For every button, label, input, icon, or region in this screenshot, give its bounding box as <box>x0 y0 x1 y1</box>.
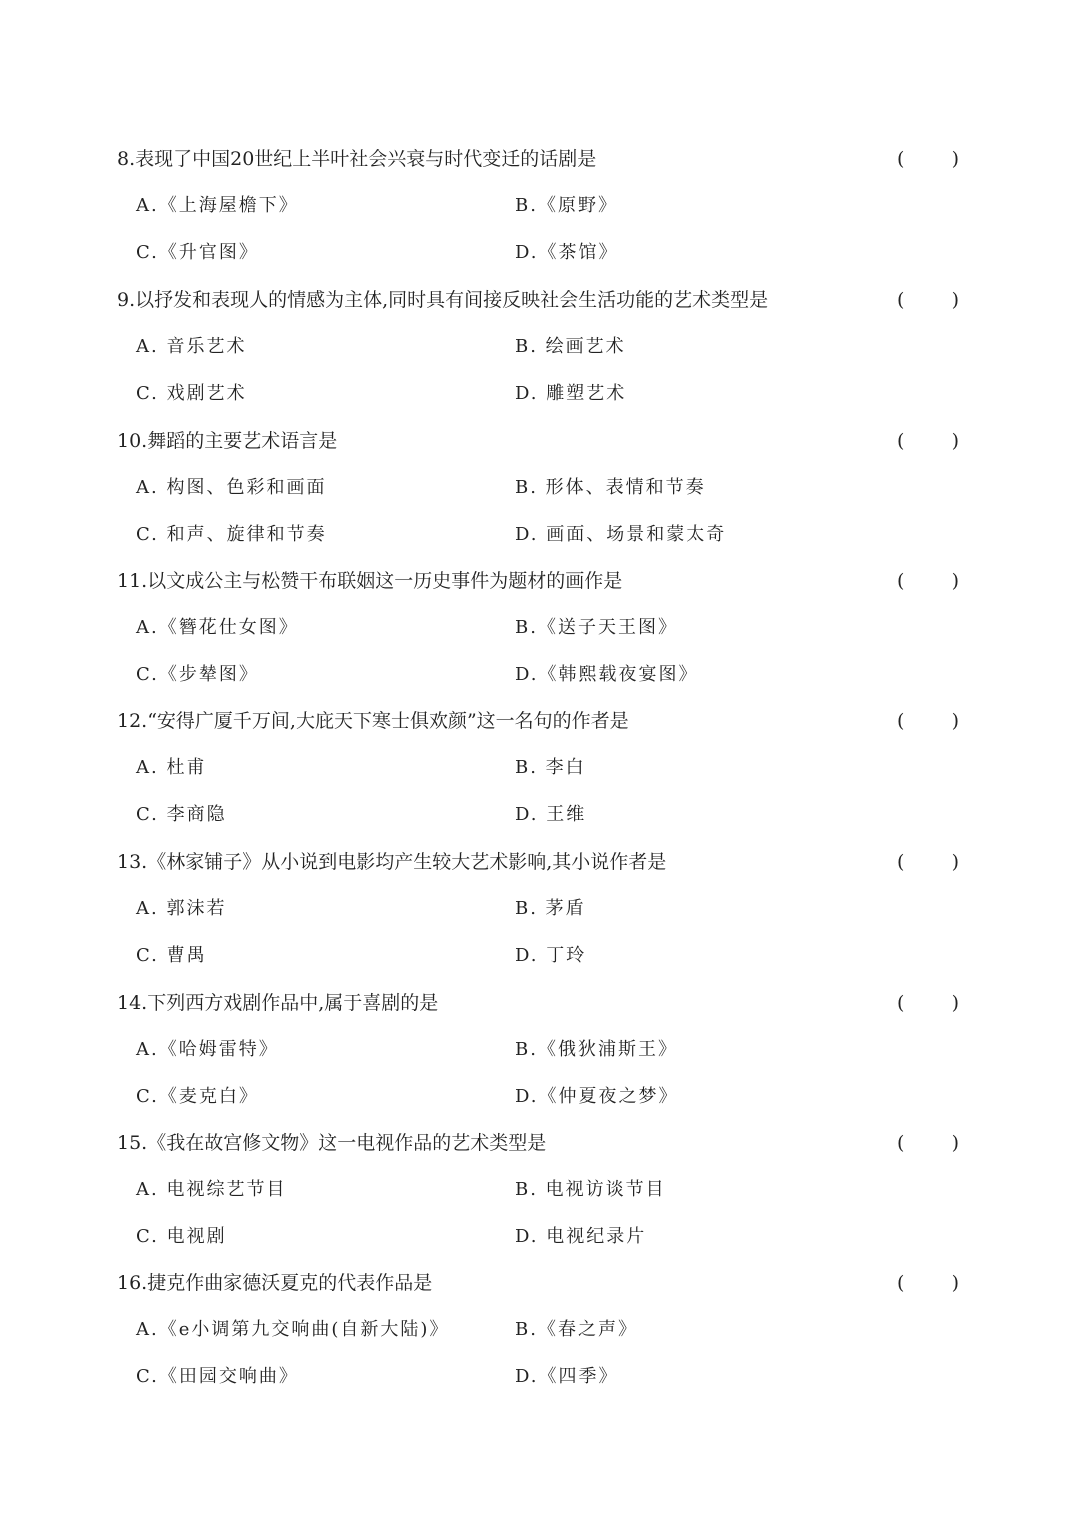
answer-blank <box>897 564 959 598</box>
answer-blank <box>897 1126 959 1160</box>
answer-paren-open: ( <box>897 570 905 592</box>
option-b: B. 李白 <box>515 757 586 778</box>
question-16 <box>117 1266 967 1407</box>
answer-paren-open: ( <box>897 1132 905 1154</box>
option-a: A.《哈姆雷特》 <box>136 1039 279 1060</box>
option-b: B.《春之声》 <box>515 1319 638 1340</box>
question-12 <box>117 704 967 845</box>
option-d: D.《四季》 <box>515 1366 619 1387</box>
option-d: D.《韩熙载夜宴图》 <box>515 664 699 685</box>
answer-paren-open: ( <box>897 851 905 873</box>
question-13 <box>117 845 967 986</box>
option-c: C.《升官图》 <box>136 242 259 263</box>
option-d: D.《仲夏夜之梦》 <box>515 1086 679 1107</box>
answer-paren-close: ) <box>951 430 959 452</box>
answer-paren-open: ( <box>897 710 905 732</box>
option-c: C. 和声、旋律和节奏 <box>136 524 327 545</box>
option-a: A.《上海屋檐下》 <box>136 195 299 216</box>
question-15 <box>117 1126 967 1267</box>
answer-paren-open: ( <box>897 430 905 452</box>
question-stem: 11.以文成公主与松赞干布联姻这一历史事件为题材的画作是 <box>117 570 623 592</box>
answer-paren-open: ( <box>897 1272 905 1294</box>
answer-blank <box>897 142 959 176</box>
option-d: D. 画面、场景和蒙太奇 <box>515 524 727 545</box>
question-stem: 15.《我在故宫修文物》这一电视作品的艺术类型是 <box>117 1132 547 1154</box>
answer-blank <box>897 424 959 458</box>
option-d: D. 王维 <box>515 804 587 825</box>
question-stem: 10.舞蹈的主要艺术语言是 <box>117 430 338 452</box>
question-11 <box>117 564 967 705</box>
option-d: D.《茶馆》 <box>515 242 619 263</box>
answer-paren-close: ) <box>951 851 959 873</box>
option-c: C. 戏剧艺术 <box>136 383 247 404</box>
option-c: C. 电视剧 <box>136 1226 227 1247</box>
question-stem: 12.“安得广厦千万间,大庇天下寒士俱欢颜”这一名句的作者是 <box>117 710 629 732</box>
question-8 <box>117 142 967 283</box>
option-b: B. 茅盾 <box>515 898 586 919</box>
option-d: D. 电视纪录片 <box>515 1226 647 1247</box>
option-c: C.《步辇图》 <box>136 664 259 685</box>
answer-blank <box>897 283 959 317</box>
answer-paren-close: ) <box>951 1272 959 1294</box>
option-b: B. 绘画艺术 <box>515 336 626 357</box>
question-10 <box>117 424 967 565</box>
question-stem: 16.捷克作曲家德沃夏克的代表作品是 <box>117 1272 433 1294</box>
option-a: A.《e小调第九交响曲(自新大陆)》 <box>136 1319 450 1340</box>
answer-blank <box>897 704 959 738</box>
answer-blank <box>897 986 959 1020</box>
answer-paren-close: ) <box>951 1132 959 1154</box>
option-c: C.《麦克白》 <box>136 1086 259 1107</box>
answer-blank <box>897 1266 959 1300</box>
answer-paren-close: ) <box>951 570 959 592</box>
option-c: C. 曹禺 <box>136 945 207 966</box>
answer-paren-open: ( <box>897 992 905 1014</box>
option-a: A. 杜甫 <box>136 757 207 778</box>
answer-paren-close: ) <box>951 289 959 311</box>
option-a: A. 音乐艺术 <box>136 336 247 357</box>
option-d: D. 丁玲 <box>515 945 587 966</box>
option-b: B. 电视访谈节目 <box>515 1179 666 1200</box>
option-c: C. 李商隐 <box>136 804 227 825</box>
option-a: A. 构图、色彩和画面 <box>136 477 327 498</box>
answer-blank <box>897 845 959 879</box>
answer-paren-open: ( <box>897 289 905 311</box>
answer-paren-close: ) <box>951 992 959 1014</box>
question-9 <box>117 283 967 424</box>
option-b: B. 形体、表情和节奏 <box>515 477 706 498</box>
question-stem: 8.表现了中国20世纪上半叶社会兴衰与时代变迁的话剧是 <box>117 148 597 170</box>
option-a: A.《簪花仕女图》 <box>136 617 299 638</box>
option-b: B.《俄狄浦斯王》 <box>515 1039 678 1060</box>
option-c: C.《田园交响曲》 <box>136 1366 299 1387</box>
question-stem: 13.《林家铺子》从小说到电影均产生较大艺术影响,其小说作者是 <box>117 851 667 873</box>
answer-paren-close: ) <box>951 710 959 732</box>
question-stem: 14.下列西方戏剧作品中,属于喜剧的是 <box>117 992 439 1014</box>
option-a: A. 郭沫若 <box>136 898 227 919</box>
question-stem: 9.以抒发和表现人的情感为主体,同时具有间接反映社会生活功能的艺术类型是 <box>117 289 769 311</box>
option-d: D. 雕塑艺术 <box>515 383 627 404</box>
answer-paren-close: ) <box>951 148 959 170</box>
answer-paren-open: ( <box>897 148 905 170</box>
option-a: A. 电视综艺节目 <box>136 1179 287 1200</box>
option-b: B.《原野》 <box>515 195 618 216</box>
question-14 <box>117 986 967 1127</box>
option-b: B.《送子天王图》 <box>515 617 678 638</box>
